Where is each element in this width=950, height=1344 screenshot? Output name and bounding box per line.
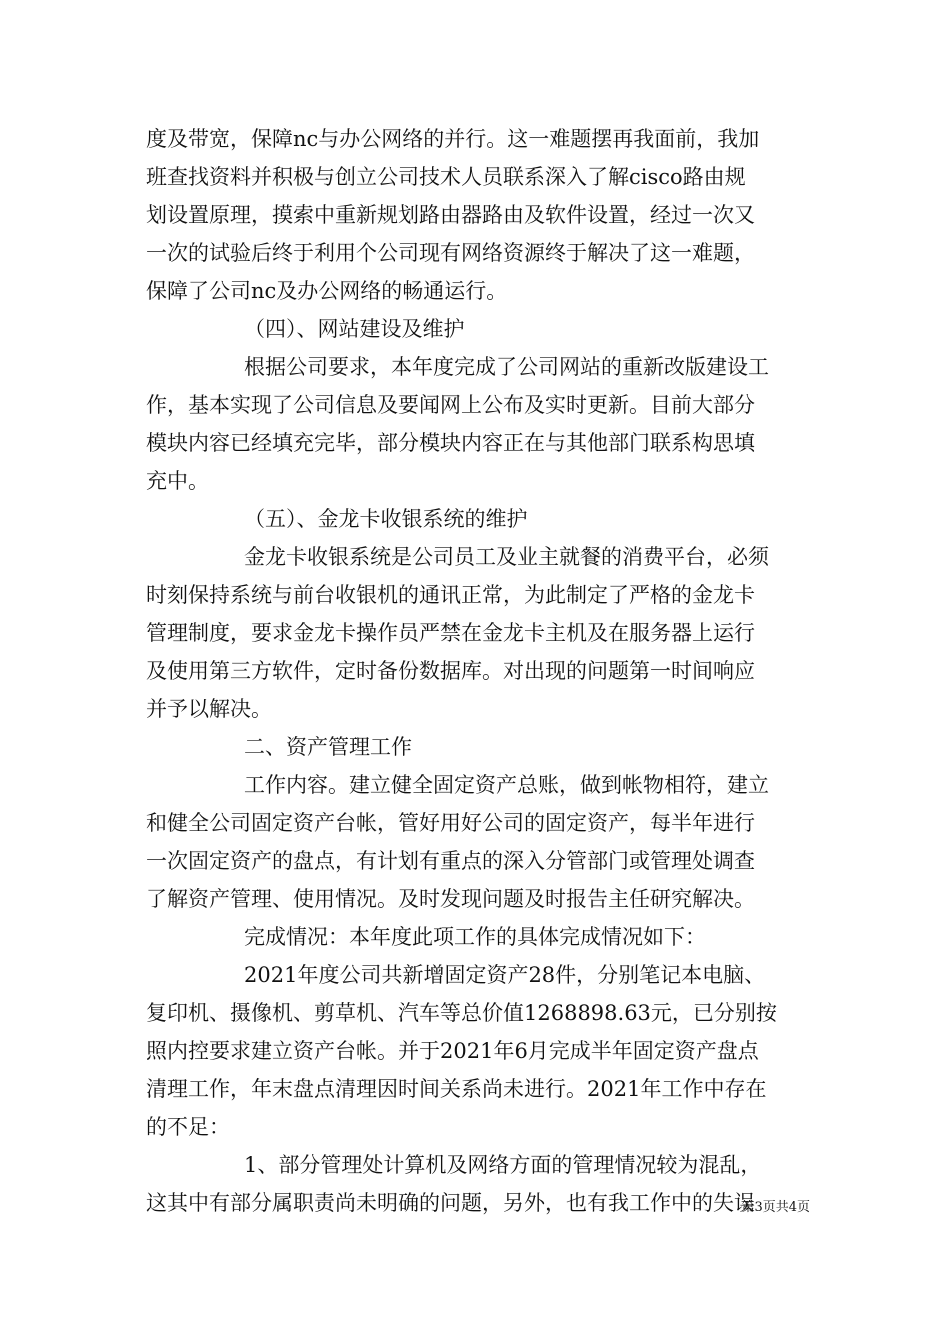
text-line: （四）、网站建设及维护 — [244, 317, 465, 341]
text-line: 工作内容。建立健全固定资产总账，做到帐物相符，建立 — [244, 773, 769, 797]
text-line: 根据公司要求，本年度完成了公司网站的重新改版建设工 — [244, 355, 769, 379]
text-line: 划设置原理，摸索中重新规划路由器路由及软件设置，经过一次又 — [146, 203, 755, 227]
page-footer: 第3页共4页 — [741, 1200, 810, 1215]
text-line: 清理工作，年末盘点清理因时间关系尚未进行。2021年工作中存在 — [146, 1077, 767, 1101]
text-line: 班查找资料并积极与创立公司技术人员联系深入了解cisco路由规 — [146, 165, 746, 189]
text-line: 的不足： — [146, 1115, 230, 1139]
text-line: 时刻保持系统与前台收银机的通讯正常，为此制定了严格的金龙卡 — [146, 583, 755, 607]
text-line: 完成情况：本年度此项工作的具体完成情况如下： — [244, 925, 706, 949]
text-line: 并予以解决。 — [146, 697, 272, 721]
text-line: 保障了公司nc及办公网络的畅通运行。 — [146, 279, 508, 303]
text-line: 复印机、摄像机、剪草机、汽车等总价值1268898.63元，已分别按 — [146, 1001, 777, 1025]
text-line: 模块内容已经填充完毕，部分模块内容正在与其他部门联系构思填 — [146, 431, 755, 455]
text-line: 1、部分管理处计算机及网络方面的管理情况较为混乱， — [244, 1153, 762, 1177]
text-line: 及使用第三方软件，定时备份数据库。对出现的问题第一时间响应 — [146, 659, 755, 683]
text-line: 这其中有部分属职责尚未明确的问题，另外，也有我工作中的失误 — [146, 1191, 755, 1215]
text-line: 管理制度，要求金龙卡操作员严禁在金龙卡主机及在服务器上运行 — [146, 621, 755, 645]
text-line: （五）、金龙卡收银系统的维护 — [244, 507, 528, 531]
document-body — [146, 120, 806, 1222]
text-line: 一次固定资产的盘点，有计划有重点的深入分管部门或管理处调查 — [146, 849, 755, 873]
text-line: 作，基本实现了公司信息及要闻网上公布及实时更新。目前大部分 — [146, 393, 755, 417]
text-line: 金龙卡收银系统是公司员工及业主就餐的消费平台，必须 — [244, 545, 769, 569]
text-line: 了解资产管理、使用情况。及时发现问题及时报告主任研究解决。 — [146, 887, 755, 911]
text-line: 度及带宽，保障nc与办公网络的并行。这一难题摆再我面前，我加 — [146, 127, 760, 151]
text-line: 充中。 — [146, 469, 209, 493]
text-line: 2021年度公司共新增固定资产28件，分别笔记本电脑、 — [244, 963, 766, 987]
text-line: 和健全公司固定资产台帐，管好用好公司的固定资产，每半年进行 — [146, 811, 755, 835]
text-line: 一次的试验后终于利用个公司现有网络资源终于解决了这一难题， — [146, 241, 755, 265]
text-line: 二、资产管理工作 — [244, 735, 412, 759]
text-line: 照内控要求建立资产台帐。并于2021年6月完成半年固定资产盘点 — [146, 1039, 759, 1063]
